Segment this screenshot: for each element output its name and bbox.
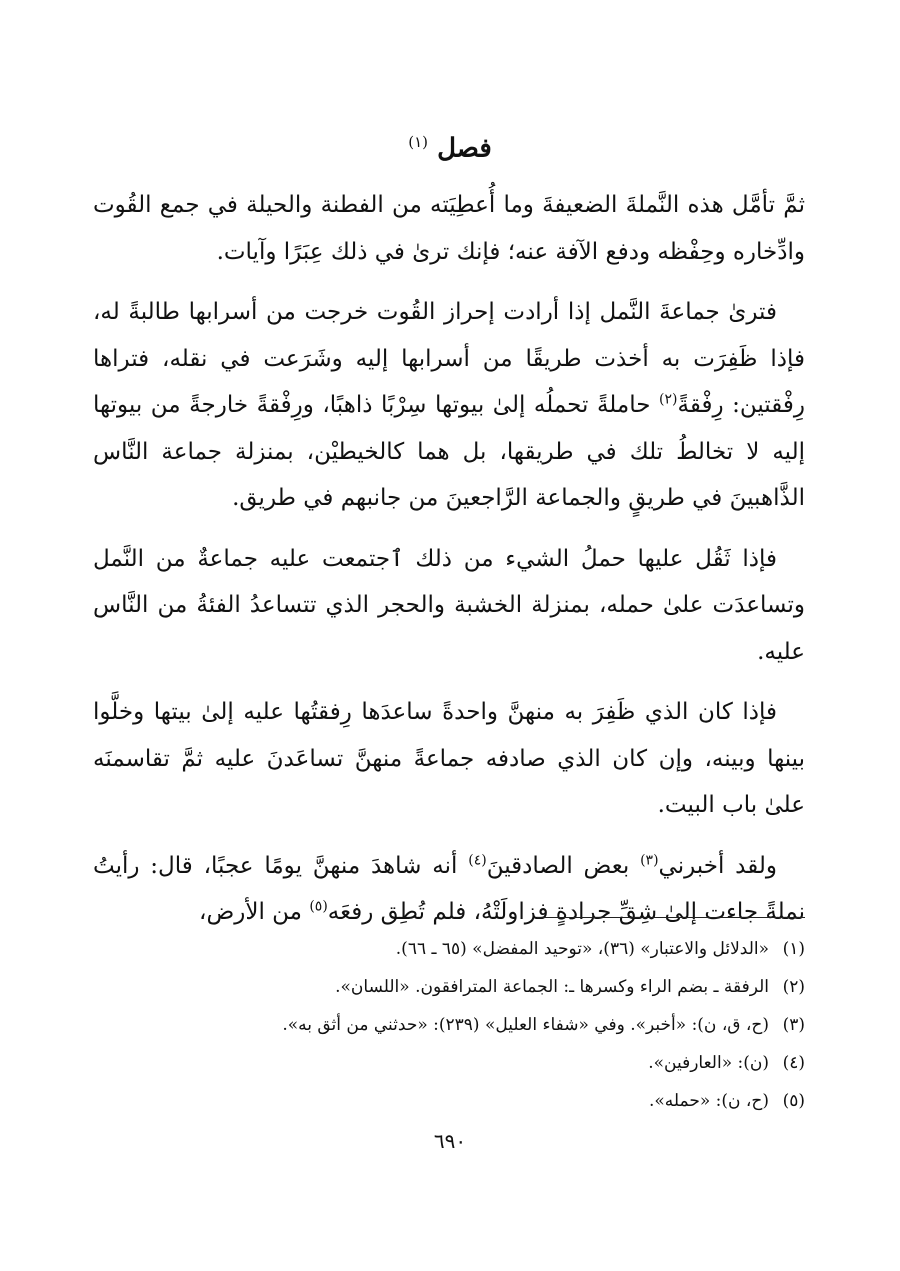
footnote-item <box>93 1082 805 1120</box>
paragraph-text: أنه شاهدَ منهنَّ يومًا عجبًا، قال: رأيتُ نملةً جاءت إلىٰ شِقِّ جرادةٍ فزاولَتْهُ، فلم تُطِق رفعَه <box>93 852 805 925</box>
footnote-text: الرفقة ـ بضم الراء وكسرها ـ: الجماعة المترافقون. «اللسان». <box>335 977 769 997</box>
page-number: ٦٩٠ <box>433 1129 467 1153</box>
footnote-number: (٢) <box>782 977 805 997</box>
footnote-number: (٥) <box>782 1091 805 1111</box>
footnote-item <box>93 1006 805 1044</box>
footnote-ref: (٢) <box>659 391 678 408</box>
paragraph-text: ولقد أخبرني <box>658 852 777 879</box>
footnote-text: (ح، ن): «حمله». <box>648 1091 769 1111</box>
footnote-ref: (١) <box>408 133 429 151</box>
paragraph-text: فإذا ثَقُل عليها حملُ الشيء من ذلك ٱجتمعت عليه جماعةٌ من النَّمل وتساعدَت علىٰ حمله، بمنزلة الخشبة والحجر الذي تتساعدُ الفئةُ من النَّاس عليه. <box>93 545 805 665</box>
footnote-item <box>93 1044 805 1082</box>
footnote-ref: (٤) <box>468 851 487 868</box>
footnote-ref: (٣) <box>640 851 659 868</box>
footnote-ref: (٥) <box>309 898 328 915</box>
paragraph-text: بعض الصادقينَ <box>486 852 641 879</box>
paragraph-text: فإذا كان الذي ظَفِرَ به منهنَّ واحدةً ساعدَها رِفقتُها عليه إلىٰ بيتها وخلَّوا بينها وبينه، وإن كان الذي صادفه جماعةً منهنَّ تساعَدنَ عليه ثمَّ تقاسمنَه علىٰ باب البيت. <box>93 699 805 818</box>
paragraph-text: ثمَّ تأمَّل هذه النَّملةَ الضعيفةَ وما أُعطِيَته من الفطنة والحيلة في جمع القُوت وادِّخاره وحِفْظه ودفع الآفة عنه؛ فإنك ترىٰ في ذلك عِبَرًا وآيات. <box>93 192 805 265</box>
paragraph <box>93 843 805 936</box>
paragraph-text: فترىٰ جماعةَ النَّمل إذا أرادت إحراز القُوت خرجت من أسرابها طالبةً له، فإذا ظَفِرَت به أخذت طريقًا من أسرابها إليه وشَرَعت في نقله، فتراها رِفْقتين: رِفْقةً <box>93 299 805 418</box>
main-text <box>93 182 805 950</box>
paragraph <box>93 182 805 275</box>
footnote-text: (ح، ق، ن): «أخبر». وفي «شفاء العليل» (٢٣٩): «حدثني من أثق به». <box>282 1015 769 1035</box>
paragraph-text: حاملةً تحملُه إلىٰ بيوتها سِرْبًا ذاهبًا، ورِفْقةً خارجةً من بيوتها إليه لا تخالطُ تلك في طريقها، بل هما كالخيطيْن، بمنزلة جماعة النَّاس الذَّاهبينَ في طريقٍ والجماعة الرَّاجعينَ من جانبهم في طريق. <box>93 392 805 511</box>
footnote-item <box>93 930 805 968</box>
paragraph <box>93 689 805 829</box>
footnote-separator <box>537 917 805 918</box>
footnote-text: (ن): «العارفين». <box>648 1053 769 1073</box>
footnote-number: (٤) <box>782 1053 805 1073</box>
footnote-number: (١) <box>782 939 805 959</box>
footnote-text: «الدلائل والاعتبار» (٣٦)، «توحيد المفضل» (٦٥ ـ ٦٦). <box>395 939 769 959</box>
footnotes-list <box>93 930 805 1120</box>
paragraph <box>93 289 805 522</box>
paragraph-text: من الأرض، <box>199 899 310 925</box>
section-title: فصل <box>437 133 492 164</box>
footnote-item <box>93 968 805 1006</box>
paragraph <box>93 536 805 676</box>
footnote-number: (٣) <box>782 1015 805 1035</box>
section-heading <box>0 122 900 169</box>
